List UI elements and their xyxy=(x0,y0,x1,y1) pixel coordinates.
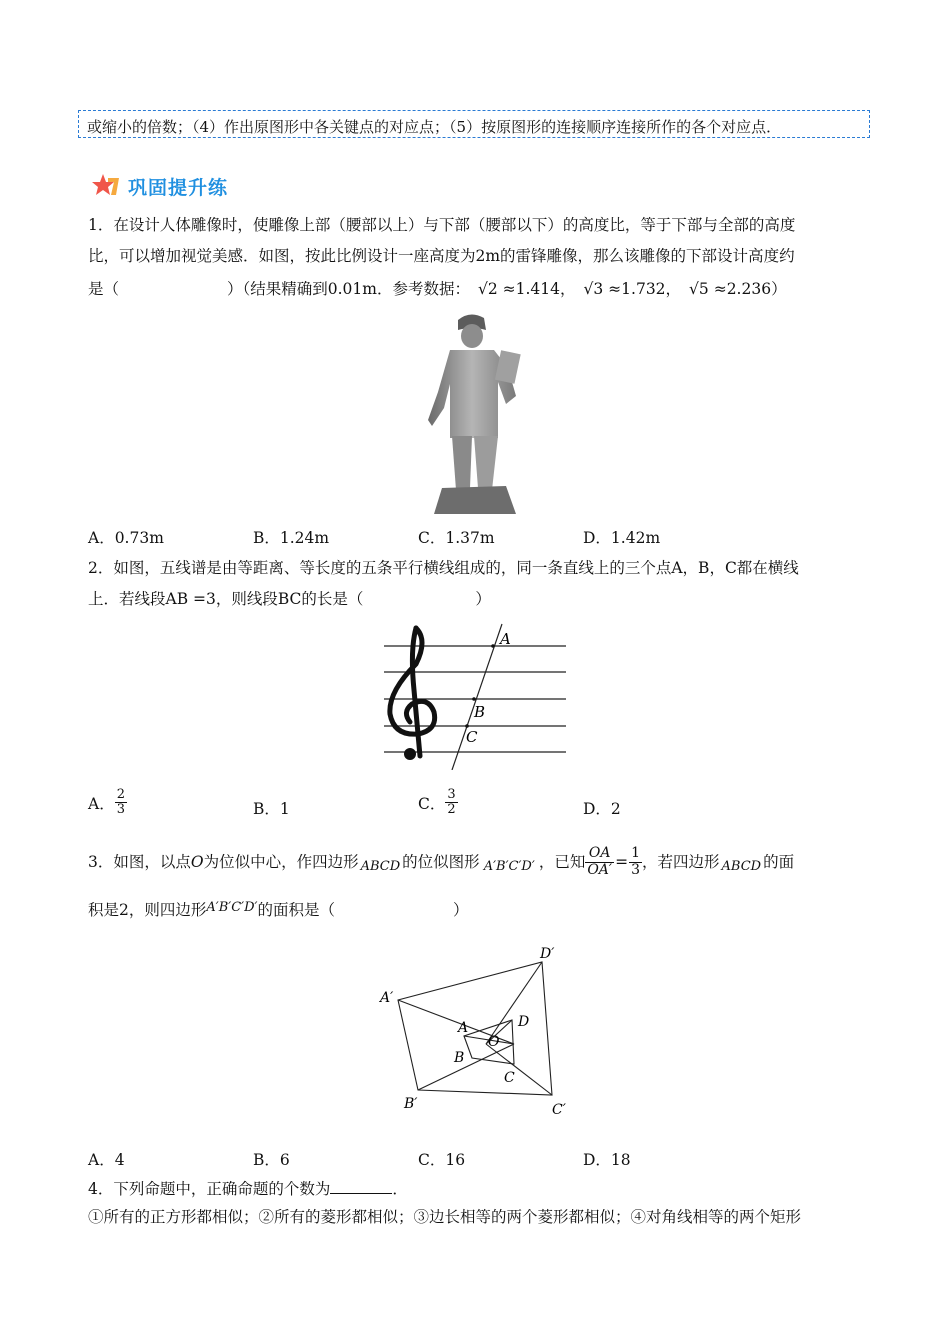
q3-rhs-fraction xyxy=(629,846,642,878)
homothety-figure xyxy=(376,940,576,1122)
q2-option-c-fraction xyxy=(445,788,457,818)
q3-equals: = xyxy=(615,852,629,871)
q2-option-a-prefix: A． xyxy=(88,794,115,813)
q2-option-a[interactable] xyxy=(88,788,127,818)
q1-ref-sqrt3: √3 ≈1.732， xyxy=(583,280,682,298)
q3-option-c[interactable]: C．16 xyxy=(418,1151,466,1169)
q2-line1: 2．如图，五线谱是由等距离、等长度的五条平行横线组成的，同一条直线上的三个点A，B，C都在横线 xyxy=(88,559,799,577)
q1-line3-b: ）（结果精确到0.01m．参考数据： xyxy=(227,280,470,298)
q3-abcd-2: ABCD xyxy=(721,859,762,875)
q3-line2-b: 的面积是（ xyxy=(257,901,336,919)
q3-center-o: O xyxy=(190,852,204,871)
q3-option-d[interactable]: D．18 xyxy=(583,1151,631,1169)
header-note-text: 或缩小的倍数；（4）作出原图形中各关键点的对应点；（5）按原图形的连接顺序连接所作的各个对应点． xyxy=(87,118,782,136)
q2-option-d[interactable]: D．2 xyxy=(583,800,621,818)
q3-abcd-prime: A′B′C′D′ xyxy=(483,859,535,875)
q3-ratio-fraction xyxy=(585,846,614,878)
q1-option-a[interactable]: A．0.73m xyxy=(88,529,164,547)
staff-label-b: B xyxy=(474,703,486,721)
q3-line1-c: 的位似图形 xyxy=(402,852,480,871)
q2-option-a-fraction xyxy=(115,788,127,818)
fig-label-d-prime: D′ xyxy=(540,946,555,962)
q4-line1 xyxy=(88,1179,408,1199)
q1-ref-sqrt5: √5 ≈2.236） xyxy=(689,280,787,298)
q2-option-c-num: 3 xyxy=(447,787,456,802)
q3-line2-c: ） xyxy=(453,901,469,919)
q3-ratio-den: OA′ xyxy=(587,861,613,878)
q3-abcd-prime-2: A′B′C′D′ xyxy=(206,900,258,915)
q3-abcd: ABCD xyxy=(360,859,401,875)
header-note-box xyxy=(78,110,870,138)
q4-answer-blank[interactable] xyxy=(330,1179,392,1194)
staff-label-a: A xyxy=(500,630,511,648)
music-staff-figure xyxy=(376,620,570,770)
q3-rhs-den: 3 xyxy=(631,861,641,878)
q1-line1: 1．在设计人体雕像时，使雕像上部（腰部以上）与下部（腰部以下）的高度比，等于下部与全部的高度 xyxy=(88,216,796,234)
star-icon xyxy=(92,173,122,199)
q1-ref-sqrt2: √2 ≈1.414， xyxy=(477,280,576,298)
q2-line2 xyxy=(88,590,491,609)
q3-ratio-num: OA xyxy=(585,846,614,862)
q3-option-b[interactable]: B．6 xyxy=(253,1151,290,1169)
q1-line3 xyxy=(88,280,787,299)
q3-line1-a: 3．如图，以点 xyxy=(88,852,191,871)
fig-label-c-prime: C′ xyxy=(552,1102,566,1118)
q2-option-c[interactable] xyxy=(418,788,458,818)
q2-option-a-den: 3 xyxy=(116,802,125,818)
section-title-label: 巩固提升练 xyxy=(128,176,229,199)
q2-option-c-prefix: C． xyxy=(418,794,446,813)
q3-option-a[interactable]: A．4 xyxy=(88,1151,125,1169)
q1-option-c[interactable]: C．1.37m xyxy=(418,529,495,547)
fig-label-a: A xyxy=(458,1020,469,1036)
q3-line2-a: 积是2，则四边形 xyxy=(88,901,207,919)
q2-option-a-num: 2 xyxy=(116,787,125,802)
fig-label-o: O xyxy=(488,1034,500,1050)
fig-label-b-prime: B′ xyxy=(404,1096,418,1112)
q4-line1-a: 4．下列命题中，正确命题的个数为 xyxy=(88,1180,331,1198)
q4-line2: ①所有的正方形都相似；②所有的菱形都相似；③边长相等的两个菱形都相似；④对角线相等的两个矩形 xyxy=(88,1208,802,1226)
q2-option-c-den: 2 xyxy=(447,802,456,818)
fig-label-d: D xyxy=(518,1014,530,1030)
q3-line1 xyxy=(88,844,794,880)
staff-label-c: C xyxy=(466,728,478,746)
q3-rhs-num: 1 xyxy=(631,845,641,862)
q3-line1-b: 为位似中心，作四边形 xyxy=(203,852,359,871)
q3-line2 xyxy=(88,900,469,920)
statue-figure xyxy=(420,308,530,514)
q1-option-d[interactable]: D．1.42m xyxy=(583,529,661,547)
q2-line2-a: 上．若线段AB =3，则线段BC的长是（ xyxy=(88,590,364,608)
q3-line1-d: ，已知 xyxy=(538,852,586,871)
q4-line1-b: ． xyxy=(392,1180,408,1198)
q1-line2: 比，可以增加视觉美感．如图，按此比例设计一座高度为2m的雷锋雕像，那么该雕像的下部设计高度约 xyxy=(88,247,795,265)
fig-label-c: C xyxy=(504,1070,515,1086)
q3-line1-e: ，若四边形 xyxy=(642,852,720,871)
q2-option-b[interactable]: B．1 xyxy=(253,800,290,818)
q1-option-b[interactable]: B．1.24m xyxy=(253,529,330,547)
q3-line1-f: 的面 xyxy=(763,852,795,871)
fig-label-a-prime: A′ xyxy=(380,990,394,1006)
q1-line3-a: 是（ xyxy=(88,280,120,298)
fig-label-b: B xyxy=(454,1050,465,1066)
q2-line2-b: ） xyxy=(475,590,491,608)
section-title xyxy=(92,171,228,201)
